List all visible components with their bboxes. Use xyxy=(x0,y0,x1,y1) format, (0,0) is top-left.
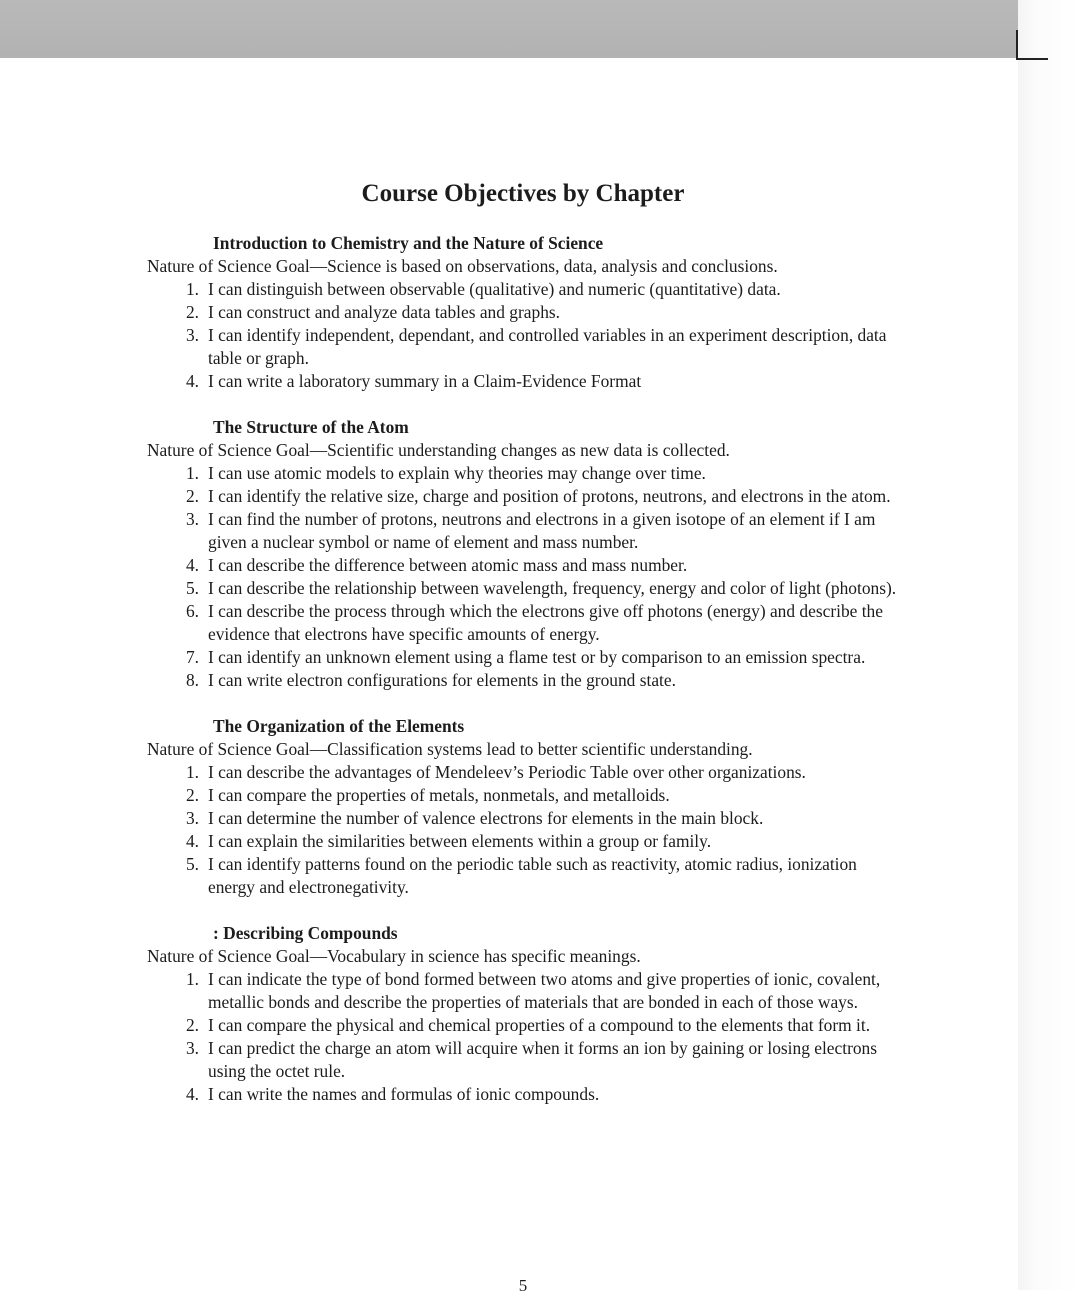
section-intro-chemistry xyxy=(147,232,907,393)
objective-item xyxy=(147,830,907,853)
objective-item xyxy=(147,646,907,669)
objective-item xyxy=(147,600,907,646)
item-text: I can write electron configurations for elements in the ground state. xyxy=(208,670,676,690)
objective-item xyxy=(147,1083,907,1106)
item-text: I can describe the relationship between wavelength, frequency, energy and color of light (photons). xyxy=(208,578,897,598)
item-text: I can identify the relative size, charge and position of protons, neutrons, and electrons in the atom. xyxy=(208,486,891,506)
objectives-content xyxy=(147,232,907,1129)
objective-item xyxy=(147,324,907,370)
objective-item xyxy=(147,278,907,301)
item-number: 3. xyxy=(185,808,199,828)
item-text: I can write a laboratory summary in a Claim-Evidence Format xyxy=(208,371,642,391)
section-heading: The Organization of the Elements xyxy=(213,716,465,736)
nature-of-science-goal: Nature of Science Goal—Science is based on observations, data, analysis and conclusions. xyxy=(147,256,778,276)
objective-item xyxy=(147,508,907,554)
item-text: I can indicate the type of bond formed between two atoms and give properties of ionic, covalent, metallic bonds and describe the properties of materials that are bonded in each of those ways. xyxy=(208,969,881,1012)
objective-item xyxy=(147,784,907,807)
objective-item xyxy=(147,807,907,830)
item-number: 4. xyxy=(185,555,199,575)
crop-mark xyxy=(1016,58,1048,60)
crop-mark xyxy=(1016,30,1018,60)
scan-top-band xyxy=(0,0,1020,58)
section-describing-compounds xyxy=(147,922,907,1106)
item-text: I can explain the similarities between elements within a group or family. xyxy=(208,831,712,851)
item-text: I can distinguish between observable (qualitative) and numeric (quantitative) data. xyxy=(208,279,781,299)
item-number: 7. xyxy=(185,647,199,667)
item-number: 1. xyxy=(185,762,199,782)
objectives-list xyxy=(147,278,907,393)
item-text: I can find the number of protons, neutrons and electrons in a given isotope of an element if I am given a nuclear symbol or name of element and mass number. xyxy=(208,509,876,552)
item-number: 1. xyxy=(185,463,199,483)
nature-of-science-goal: Nature of Science Goal—Scientific understanding changes as new data is collected. xyxy=(147,440,730,460)
objective-item xyxy=(147,485,907,508)
item-number: 5. xyxy=(185,854,199,874)
item-number: 8. xyxy=(185,670,199,690)
item-number: 3. xyxy=(185,325,199,345)
objective-item xyxy=(147,301,907,324)
item-number: 2. xyxy=(185,486,199,506)
item-text: I can use atomic models to explain why theories may change over time. xyxy=(208,463,706,483)
item-number: 3. xyxy=(185,509,199,529)
objective-item xyxy=(147,554,907,577)
section-organization-of-elements xyxy=(147,715,907,899)
item-text: I can identify an unknown element using a flame test or by comparison to an emission spectra. xyxy=(208,647,866,667)
item-number: 4. xyxy=(185,1084,199,1104)
item-text: I can construct and analyze data tables and graphs. xyxy=(208,302,561,322)
objective-item xyxy=(147,761,907,784)
item-number: 5. xyxy=(185,578,199,598)
section-structure-of-atom xyxy=(147,416,907,692)
item-text: I can describe the difference between atomic mass and mass number. xyxy=(208,555,688,575)
objectives-list xyxy=(147,462,907,692)
item-number: 2. xyxy=(185,1015,199,1035)
item-text: I can identify patterns found on the periodic table such as reactivity, atomic radius, ionization energy and electronegativity. xyxy=(208,854,857,897)
nature-of-science-goal: Nature of Science Goal—Vocabulary in science has specific meanings. xyxy=(147,946,641,966)
item-text: I can describe the advantages of Mendeleev’s Periodic Table over other organizations. xyxy=(208,762,806,782)
item-text: I can describe the process through which the electrons give off photons (energy) and describe the evidence that electrons have specific amounts of energy. xyxy=(208,601,883,644)
item-number: 2. xyxy=(185,302,199,322)
section-heading: Introduction to Chemistry and the Nature of Science xyxy=(213,233,604,253)
nature-of-science-goal: Nature of Science Goal—Classification systems lead to better scientific understanding. xyxy=(147,739,753,759)
item-number: 1. xyxy=(185,969,199,989)
objective-item xyxy=(147,1037,907,1083)
page-title: Course Objectives by Chapter xyxy=(361,180,685,207)
page-number: 5 xyxy=(518,1276,528,1295)
objective-item xyxy=(147,462,907,485)
item-number: 1. xyxy=(185,279,199,299)
item-number: 2. xyxy=(185,785,199,805)
item-number: 4. xyxy=(185,371,199,391)
objective-item xyxy=(147,1014,907,1037)
item-number: 6. xyxy=(185,601,199,621)
section-heading: The Structure of the Atom xyxy=(213,417,409,437)
objective-item xyxy=(147,577,907,600)
objective-item xyxy=(147,669,907,692)
objective-item xyxy=(147,968,907,1014)
item-number: 4. xyxy=(185,831,199,851)
item-text: I can compare the properties of metals, nonmetals, and metalloids. xyxy=(208,785,670,805)
item-text: I can identify independent, dependant, and controlled variables in an experiment description, data table or graph. xyxy=(208,325,887,368)
item-text: I can predict the charge an atom will acquire when it forms an ion by gaining or losing electrons using the octet rule. xyxy=(208,1038,878,1081)
objective-item xyxy=(147,370,907,393)
item-text: I can write the names and formulas of ionic compounds. xyxy=(208,1084,600,1104)
objective-item xyxy=(147,853,907,899)
item-text: I can determine the number of valence electrons for elements in the main block. xyxy=(208,808,764,828)
section-heading: : Describing Compounds xyxy=(213,923,398,943)
item-text: I can compare the physical and chemical properties of a compound to the elements that form it. xyxy=(208,1015,871,1035)
item-number: 3. xyxy=(185,1038,199,1058)
objectives-list xyxy=(147,761,907,899)
objectives-list xyxy=(147,968,907,1106)
